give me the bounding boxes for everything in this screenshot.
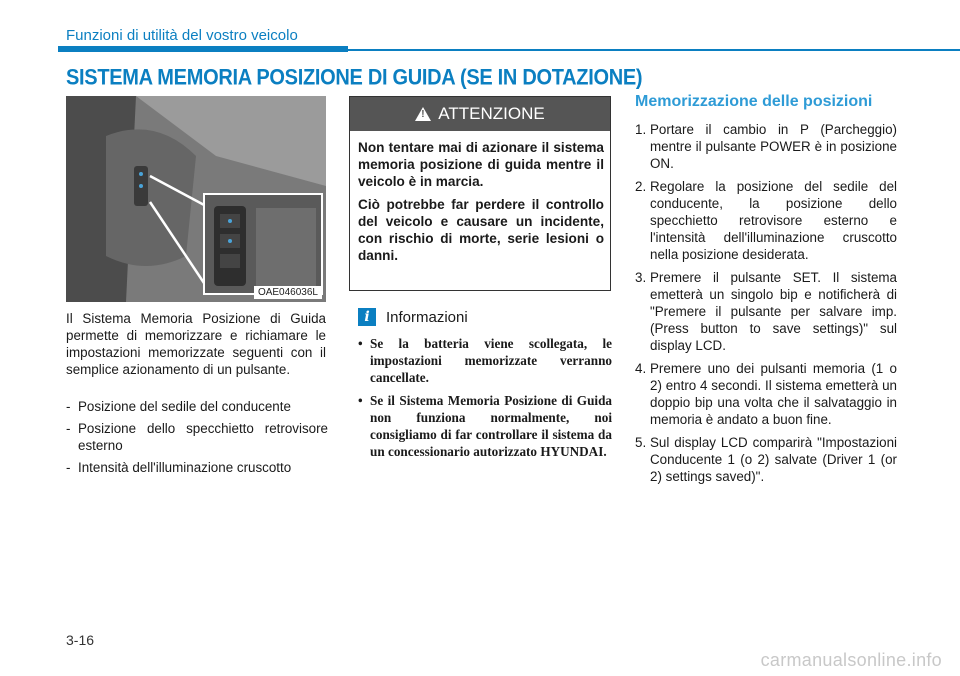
page-title: SISTEMA MEMORIA POSIZIONE DI GUIDA (SE IN DOTAZIONE): [66, 66, 643, 91]
list-item: - Posizione del sedile del conducente: [66, 399, 291, 414]
steps-list: [635, 121, 897, 491]
info-item-text: Se il Sistema Memoria Posizione di Guida non funziona normalmente, noi consigliamo di far controllare il sistema da un concessionario autorizzato HYUNDAI.: [370, 393, 612, 459]
warning-heading: ATTENZIONE: [438, 104, 545, 123]
door-panel-photo: [66, 96, 326, 302]
list-item: - Intensità dell'illuminazione cruscotto: [66, 460, 292, 475]
header-bar: [58, 46, 348, 52]
info-item-text: Se la batteria viene scollegata, le impostazioni memorizzate verranno cancellate.: [370, 336, 612, 385]
memory-items-list: [66, 398, 328, 481]
warning-paragraph: Ciò potrebbe far perdere il controllo del veicolo e causare un incidente, con rischio di morte, serie lesioni o danni.: [358, 197, 604, 263]
list-item-text: Intensità dell'illuminazione cruscotto: [78, 460, 292, 475]
info-header: [358, 308, 468, 326]
header-rule: [348, 49, 960, 51]
list-item-text: Posizione dello specchietto retrovisore esterno: [78, 421, 328, 453]
step-text: Regolare la posizione del sedile del conducente, la posizione dello specchietto retrovisore esterno e l'intensità dell'illuminazione cruscotto nella posizione desiderata.: [650, 179, 897, 262]
step-number: 3.: [635, 270, 647, 285]
step-item: [635, 178, 897, 263]
door-panel-illustration: [66, 96, 326, 302]
step-number: 5.: [635, 435, 647, 450]
list-item: • Se il Sistema Memoria Posizione di Guida non funziona normalmente, noi consigliamo di far controllare il sistema da un concessionario autorizzato HYUNDAI.: [358, 393, 612, 459]
image-code: OAE046036L: [254, 286, 322, 299]
step-text: Premere il pulsante SET. Il sistema emetterà un singolo bip e notificherà di "Premere il pulsante per salvare imp. (Press button to save settings)" sul display LCD.: [650, 270, 897, 353]
warning-box: [349, 96, 611, 291]
info-list: [358, 335, 612, 466]
step-item: [635, 434, 897, 485]
step-text: Portare il cambio in P (Parcheggio) mentre il pulsante POWER è in posizione ON.: [650, 122, 897, 171]
step-text: Premere uno dei pulsanti memoria (1 o 2) entro 4 secondi. Il sistema emetterà un doppio bip una volta che il salvataggio in memoria è andato a buon fine.: [650, 361, 897, 427]
list-item: • Se la batteria viene scollegata, le impostazioni memorizzate verranno cancellate.: [358, 336, 612, 385]
intro-paragraph: Il Sistema Memoria Posizione di Guida permette di memorizzare e richiamare le impostazioni memorizzate seguenti con il semplice azionamento di un pulsante.: [66, 311, 326, 377]
step-number: 4.: [635, 361, 647, 376]
step-item: [635, 360, 897, 428]
watermark: carmanualsonline.info: [760, 650, 942, 670]
warning-triangle-icon: [415, 107, 431, 121]
section-header: Funzioni di utilità del vostro veicolo: [66, 27, 298, 44]
warning-body: [358, 139, 604, 270]
page-number: 3-16: [66, 632, 95, 648]
step-item: [635, 121, 897, 172]
warning-paragraph: Non tentare mai di azionare il sistema memoria posizione di guida mentre il veicolo è in marcia.: [358, 140, 604, 189]
memorize-title: Memorizzazione delle posizioni: [635, 93, 873, 110]
step-number: 2.: [635, 179, 647, 194]
info-heading: Informazioni: [386, 308, 468, 326]
list-item-text: Posizione del sedile del conducente: [78, 399, 291, 414]
warning-header: [350, 97, 610, 131]
step-item: [635, 269, 897, 354]
step-text: Sul display LCD comparirà "Impostazioni Conducente 1 (o 2) salvate (Driver 1 (or 2) settings saved)".: [650, 435, 897, 484]
list-item: - Posizione dello specchietto retrovisore esterno: [66, 421, 328, 453]
info-icon: i: [358, 308, 376, 326]
step-number: 1.: [635, 122, 647, 137]
